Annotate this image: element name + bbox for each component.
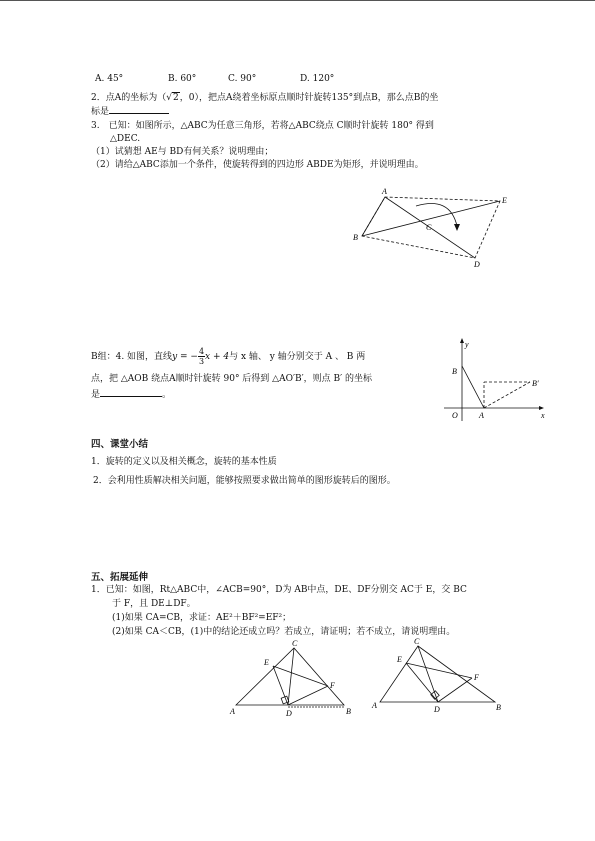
label-x: x xyxy=(541,411,545,420)
option-c: C. 90° xyxy=(228,74,257,84)
sqrt-argument: 2 xyxy=(172,93,179,103)
figure-rotation-abcde xyxy=(350,188,520,270)
label-e: E xyxy=(264,658,269,667)
segment-ef xyxy=(406,663,472,678)
section-5-line3: (1)如果 CA=CB，求证：AE²＋BF²=EF²； xyxy=(112,613,292,623)
option-a: A. 45° xyxy=(95,74,124,84)
section-4-title: 四、课堂小结 xyxy=(91,439,149,450)
label-b: B xyxy=(452,367,457,376)
triangle-abc xyxy=(236,648,344,705)
segment-ef xyxy=(273,666,328,686)
figure-coordinate-rotation xyxy=(440,336,550,426)
question-3-line1: 3. 已知：如图所示，△ABC为任意三角形，若将△ABC绕点 C顺时针旋转 180° 得到 xyxy=(91,121,434,131)
question-4-line3: 是 。 xyxy=(91,390,172,400)
label-e: E xyxy=(502,196,507,205)
fraction-4-3: $\frac{4}{3}$ xyxy=(198,347,205,366)
segment-ba xyxy=(362,197,385,236)
section-5-line2: 于 F，且 DE⊥DF。 xyxy=(112,599,196,609)
question-3-sub1: （1）试猜想 AE与 BD有何关系？说明理由； xyxy=(91,147,274,157)
label-b: B xyxy=(353,233,358,242)
section-5-line1: 1．已知：如图，Rt△ABC中，∠ACB=90°，D为 AB中点，DE、DF分别交 AC于 E，交 BC xyxy=(91,585,467,595)
question-2-line2: 标是 xyxy=(91,105,169,118)
section-5-line4: (2)如果 CA＜CB，(1)中的结论还成立吗？若成立，请证明；若不成立，请说明理由。 xyxy=(112,627,456,637)
label-c: C xyxy=(426,223,432,232)
option-b: B. 60° xyxy=(168,74,197,84)
label-y: y xyxy=(465,340,469,349)
label-a: A xyxy=(382,188,387,196)
segment-cd xyxy=(288,648,294,705)
question-4-line2: 点，把 △AOB 绕点A顺时针旋转 90° 后得到 △AO′B′，则点 B′ 的坐标 xyxy=(91,374,373,384)
figure-right-triangle-1 xyxy=(226,638,358,720)
figure-right-triangle-2 xyxy=(370,638,505,720)
question-3-sub2: （2）请给△ABC添加一个条件，使旋转得到的四边形 ABDE为矩形，并说明理由。 xyxy=(91,160,424,170)
question-3-line2: △DEC. xyxy=(110,134,141,144)
question-4-line1: B组：4. 如图，直线y = − $\frac{4}{3}$ x + 4与 x 轴、 y 轴分别交于 A 、 B 两 xyxy=(91,347,366,366)
label-c: C xyxy=(292,639,298,648)
label-a: A xyxy=(479,411,484,420)
answer-blank xyxy=(109,105,169,114)
label-d: D xyxy=(474,260,480,269)
label-b: B xyxy=(496,703,501,712)
y-axis-arrow-icon xyxy=(460,338,464,343)
segment-a-b-prime xyxy=(484,382,530,408)
label-d: D xyxy=(434,705,440,714)
x-axis-arrow-icon xyxy=(539,406,544,410)
segment-df xyxy=(288,686,328,705)
segment-de xyxy=(273,666,288,705)
label-b: B xyxy=(346,707,351,716)
question-2-line1: 2．点A的坐标为（√2，0），把点A绕着坐标原点顺时针旋转135°到点B，那么点B的坐 xyxy=(91,93,439,103)
sqrt-symbol: √ xyxy=(166,93,172,103)
line-ab xyxy=(462,366,484,408)
segment-df xyxy=(438,678,472,702)
section-4-item-2: 2．会利用性质解决相关问题，能够按照要求做出简单的图形旋转后的图形。 xyxy=(93,476,396,486)
label-o: O xyxy=(452,411,458,420)
label-a: A xyxy=(230,707,235,716)
section-5-title: 五、拓展延伸 xyxy=(91,572,149,583)
label-d: D xyxy=(286,709,292,718)
label-f: F xyxy=(330,681,335,690)
segment-cd xyxy=(418,646,438,702)
rotation-arrow-icon xyxy=(454,224,460,231)
answer-blank xyxy=(100,388,162,397)
label-e: E xyxy=(397,655,402,664)
option-d: D. 120° xyxy=(300,74,335,84)
label-a: A xyxy=(372,701,377,710)
section-4-item-1: 1．旋转的定义以及相关概念，旋转的基本性质 xyxy=(91,457,277,467)
label-c: C xyxy=(414,638,420,646)
label-b-prime: B′ xyxy=(532,379,539,388)
page-top-rule xyxy=(0,0,595,1)
label-f: F xyxy=(474,673,479,682)
